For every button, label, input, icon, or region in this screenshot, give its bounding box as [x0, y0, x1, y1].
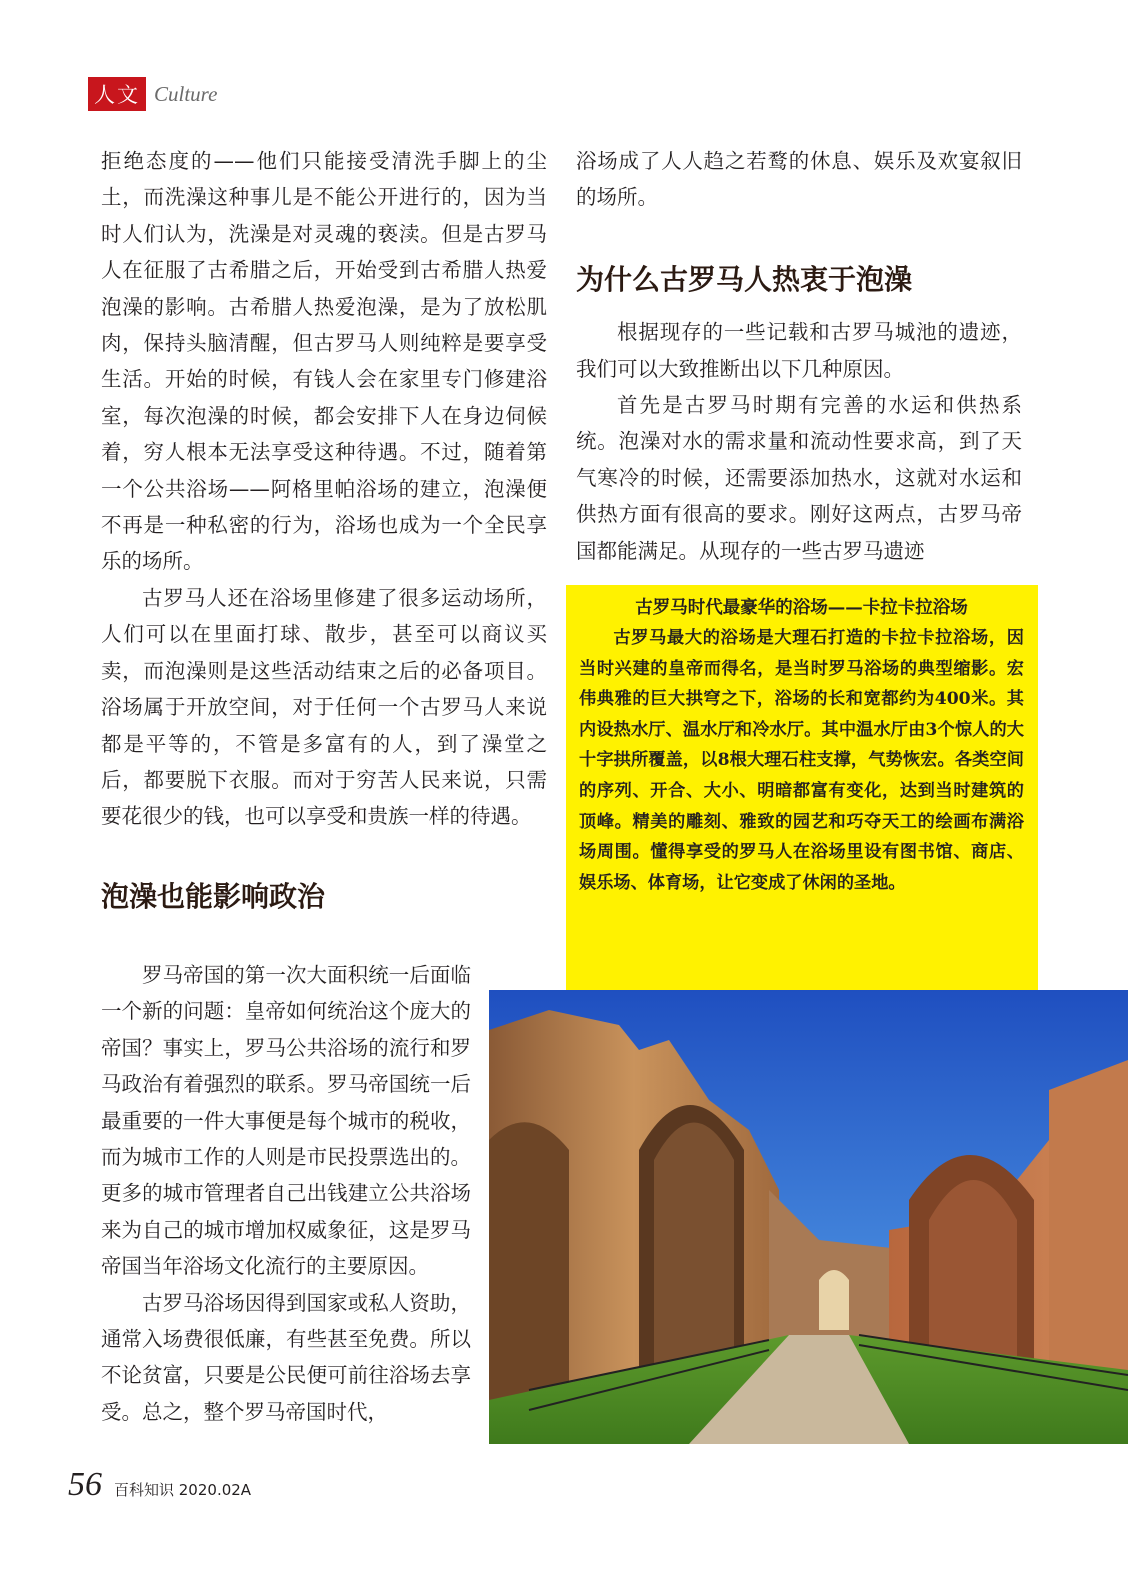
baths-photo [489, 990, 1128, 1444]
baths-of-caracalla-illustration [489, 990, 1128, 1444]
right-paragraph-2: 首先是古罗马时期有完善的水运和供热系统。泡澡对水的需求量和流动性要求高，到了天气寒冷的时候，还需要添加热水，这就对水运和供热方面有很高的要求。刚好这两点，古罗马帝国都能满足。从现存的一些古罗马遗迹 [576, 393, 1022, 563]
page-footer [68, 1466, 251, 1504]
sidebar-body: 古罗马最大的浴场是大理石打造的卡拉卡拉浴场，因当时兴建的皇帝而得名，是当时罗马浴场的典型缩影。宏伟典雅的巨大拱穹之下，浴场的长和宽都约为400米。其内设热水厅、温水厅和冷水厅。其中温水厅由3个惊人的大十字拱所覆盖，以8根大理石柱支撑，气势恢宏。各类空间的序列、开合、大小、明暗都富有变化，达到当时建筑的顶峰。精美的雕刻、雅致的园艺和巧夺天工的绘画布满浴场周围。懂得享受的罗马人在浴场里设有图书馆、商店、娱乐场、体育场，让它变成了休闲的圣地。 [579, 628, 1024, 893]
left-paragraph-1: 拒绝态度的——他们只能接受清洗手脚上的尘土，而洗澡这种事儿是不能公开进行的，因为当时人们认为，洗澡是对灵魂的亵渎。但是古罗马人在征服了古希腊之后，开始受到古希腊人热爱泡澡的影响。古希腊人热爱泡澡，是为了放松肌肉，保持头脑清醒，但古罗马人则纯粹是要享受生活。开始的时候，有钱人会在家里专门修建浴室，每次泡澡的时候，都会安排下人在身边伺候着，穷人根本无法享受这种待遇。不过，随着第一个公共浴场——阿格里帕浴场的建立，泡澡便不再是一种私密的行为，浴场也成为一个全民享乐的场所。 [101, 149, 547, 574]
heading-why-bathe: 为什么古罗马人热衷于泡澡 [576, 262, 913, 296]
right-lead-paragraph: 浴场成了人人趋之若鹜的休息、娱乐及欢宴叙旧的场所。 [576, 149, 1022, 210]
left-column-narrow [101, 957, 471, 1430]
heading-politics: 泡澡也能影响政治 [101, 879, 326, 913]
section-header [88, 78, 217, 110]
page-number: 56 [68, 1466, 102, 1503]
left-paragraph-2: 古罗马人还在浴场里修建了很多运动场所，人们可以在里面打球、散步，甚至可以商议买卖，而泡澡则是这些活动结束之后的必备项目。浴场属于开放空间，对于任何一个古罗马人来说都是平等的，不管是多富有的人，到了澡堂之后，都要脱下衣服。而对于穷苦人民来说，只需要花很少的钱，也可以享受和贵族一样的待遇。 [101, 585, 547, 829]
politics-paragraph-2: 古罗马浴场因得到国家或私人资助，通常入场费很低廉，有些甚至免费。所以不论贫富，只要是公民便可前往浴场去享受。总之，整个罗马帝国时代， [101, 1290, 471, 1424]
section-tag: 人文 [88, 77, 146, 111]
magazine-issue: 百科知识 2020.02A [114, 1481, 252, 1499]
right-paragraph-1: 根据现存的一些记载和古罗马城池的遗迹，我们可以大致推断出以下几种原因。 [576, 320, 1022, 381]
section-tag-english: Culture [154, 81, 218, 106]
left-column [101, 143, 547, 933]
politics-paragraph-1: 罗马帝国的第一次大面积统一后面临一个新的问题：皇帝如何统治这个庞大的帝国？事实上，罗马公共浴场的流行和罗马政治有着强烈的联系。罗马帝国统一后最重要的一件大事便是每个城市的税收，而为城市工作的人则是市民投票选出的。更多的城市管理者自己出钱建立公共浴场来为自己的城市增加权威象征，这是罗马帝国当年浴场文化流行的主要原因。 [101, 963, 471, 1279]
sidebar-title: 古罗马时代最豪华的浴场——卡拉卡拉浴场 [635, 598, 968, 618]
sidebar-box [566, 585, 1038, 990]
right-column [576, 143, 1022, 569]
